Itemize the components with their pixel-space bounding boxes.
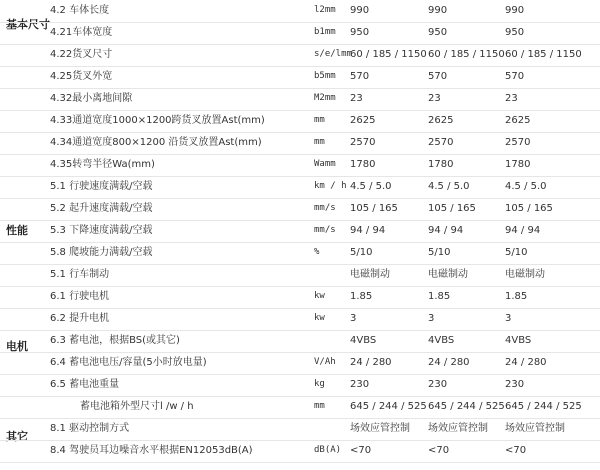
spec-unit: V/Ah bbox=[314, 357, 336, 367]
spec-unit: dB(A) bbox=[314, 445, 342, 455]
table-row bbox=[0, 242, 600, 265]
table-row bbox=[0, 176, 600, 199]
spec-name: 蓄电池箱外型尺寸l /w / h bbox=[80, 401, 194, 412]
spec-value-1: 1.85 bbox=[350, 291, 373, 302]
spec-value-3: 5/10 bbox=[505, 247, 528, 258]
spec-name: 6.4 蓄电池电压/容量(5小时放电量) bbox=[50, 357, 207, 368]
table-row bbox=[0, 330, 600, 353]
spec-value-1: 场效应管控制 bbox=[350, 423, 410, 434]
spec-value-1: 2570 bbox=[350, 137, 376, 148]
spec-name: 5.8 爬坡能力满载/空载 bbox=[50, 247, 153, 258]
category-label: 基本尺寸 bbox=[6, 18, 50, 31]
spec-value-1: 2625 bbox=[350, 115, 376, 126]
table-row bbox=[0, 418, 600, 441]
spec-unit: mm/s bbox=[314, 203, 336, 213]
spec-unit: % bbox=[314, 247, 320, 257]
table-row bbox=[0, 22, 600, 45]
spec-value-3: 105 / 165 bbox=[505, 203, 553, 214]
table-row bbox=[0, 440, 600, 463]
spec-value-2: 570 bbox=[428, 71, 448, 82]
spec-value-1: 645 / 244 / 525 bbox=[350, 401, 427, 412]
spec-value-2: 230 bbox=[428, 379, 448, 390]
spec-value-2: 990 bbox=[428, 5, 448, 16]
spec-name: 4.33通道宽度1000×1200跨货叉放置Ast(mm) bbox=[50, 115, 265, 126]
spec-value-3: 2570 bbox=[505, 137, 531, 148]
spec-name: 4.21车体宽度 bbox=[50, 27, 113, 38]
spec-value-3: 4.5 / 5.0 bbox=[505, 181, 547, 192]
spec-unit: Wamm bbox=[314, 159, 336, 169]
spec-value-3: 24 / 280 bbox=[505, 357, 547, 368]
spec-unit: b1mm bbox=[314, 27, 336, 37]
spec-value-2: 4.5 / 5.0 bbox=[428, 181, 470, 192]
spec-name: 4.34通道宽度800×1200 沿货叉放置Ast(mm) bbox=[50, 137, 262, 148]
spec-value-2: 645 / 244 / 525 bbox=[428, 401, 505, 412]
spec-value-2: <70 bbox=[428, 445, 450, 456]
spec-name: 5.2 起升速度满载/空载 bbox=[50, 203, 153, 214]
spec-value-3: 570 bbox=[505, 71, 525, 82]
spec-name: 5.3 下降速度满载/空载 bbox=[50, 225, 153, 236]
table-row bbox=[0, 374, 600, 397]
spec-value-1: 5/10 bbox=[350, 247, 373, 258]
spec-value-2: 94 / 94 bbox=[428, 225, 464, 236]
spec-value-1: 950 bbox=[350, 27, 370, 38]
spec-unit: kg bbox=[314, 379, 325, 389]
spec-value-3: 2625 bbox=[505, 115, 531, 126]
table-row bbox=[0, 308, 600, 331]
spec-value-2: 5/10 bbox=[428, 247, 451, 258]
spec-value-1: 电磁制动 bbox=[350, 269, 390, 280]
table-row bbox=[0, 88, 600, 111]
spec-value-1: 60 / 185 / 1150 bbox=[350, 49, 427, 60]
spec-unit: b5mm bbox=[314, 71, 336, 81]
spec-unit: l2mm bbox=[314, 5, 336, 15]
spec-value-2: 1780 bbox=[428, 159, 454, 170]
spec-unit: mm bbox=[314, 137, 325, 147]
spec-value-2: 2625 bbox=[428, 115, 454, 126]
spec-value-3: 3 bbox=[505, 313, 512, 324]
spec-name: 4.22货叉尺寸 bbox=[50, 49, 113, 60]
spec-value-3: 场效应管控制 bbox=[505, 423, 565, 434]
spec-value-1: 3 bbox=[350, 313, 357, 324]
table-row bbox=[0, 352, 600, 375]
table-row bbox=[0, 198, 600, 221]
table-row bbox=[0, 286, 600, 309]
table-row bbox=[0, 132, 600, 155]
table-row bbox=[0, 110, 600, 133]
spec-unit: mm/s bbox=[314, 225, 336, 235]
spec-value-1: 94 / 94 bbox=[350, 225, 386, 236]
spec-name: 4.2 车体长度 bbox=[50, 5, 110, 16]
category-label: 电机 bbox=[6, 340, 28, 353]
spec-unit: kw bbox=[314, 313, 325, 323]
spec-value-2: 3 bbox=[428, 313, 435, 324]
spec-unit: mm bbox=[314, 115, 325, 125]
spec-value-3: 23 bbox=[505, 93, 518, 104]
spec-value-1: 23 bbox=[350, 93, 363, 104]
spec-value-3: 950 bbox=[505, 27, 525, 38]
spec-name: 6.1 行驶电机 bbox=[50, 291, 110, 302]
spec-value-3: 电磁制动 bbox=[505, 269, 545, 280]
spec-value-2: 4VBS bbox=[428, 335, 455, 346]
spec-name: 4.32最小离地间隙 bbox=[50, 93, 133, 104]
spec-value-1: 105 / 165 bbox=[350, 203, 398, 214]
spec-value-2: 1.85 bbox=[428, 291, 451, 302]
spec-name: 6.2 提升电机 bbox=[50, 313, 110, 324]
category-label: 性能 bbox=[6, 224, 28, 237]
spec-unit: M2mm bbox=[314, 93, 336, 103]
spec-value-1: 1780 bbox=[350, 159, 376, 170]
spec-name: 6.3 蓄电池，根据BS(或其它) bbox=[50, 335, 180, 346]
table-row bbox=[0, 264, 600, 287]
spec-value-3: 645 / 244 / 525 bbox=[505, 401, 582, 412]
table-row bbox=[0, 66, 600, 89]
spec-name: 5.1 行车制动 bbox=[50, 269, 110, 280]
spec-name: 4.25货叉外宽 bbox=[50, 71, 113, 82]
spec-value-1: 4.5 / 5.0 bbox=[350, 181, 392, 192]
spec-value-3: 230 bbox=[505, 379, 525, 390]
spec-value-3: 1.85 bbox=[505, 291, 528, 302]
spec-value-3: <70 bbox=[505, 445, 527, 456]
spec-value-2: 105 / 165 bbox=[428, 203, 476, 214]
spec-value-3: 990 bbox=[505, 5, 525, 16]
spec-value-1: 230 bbox=[350, 379, 370, 390]
spec-value-2: 950 bbox=[428, 27, 448, 38]
spec-value-2: 电磁制动 bbox=[428, 269, 468, 280]
spec-value-2: 场效应管控制 bbox=[428, 423, 488, 434]
table-row bbox=[0, 220, 600, 243]
spec-value-2: 2570 bbox=[428, 137, 454, 148]
spec-value-1: 4VBS bbox=[350, 335, 377, 346]
category-label: 其它 bbox=[6, 430, 28, 443]
spec-value-3: 4VBS bbox=[505, 335, 532, 346]
spec-unit: s/e/lmm bbox=[314, 49, 352, 59]
spec-name: 8.1 驱动控制方式 bbox=[50, 423, 130, 434]
spec-name: 5.1 行驶速度满载/空载 bbox=[50, 181, 153, 192]
spec-name: 6.5 蓄电池重量 bbox=[50, 379, 120, 390]
table-row bbox=[0, 0, 600, 23]
spec-unit: km / h bbox=[314, 181, 347, 191]
table-row bbox=[0, 396, 600, 419]
spec-name: 8.4 驾驶员耳边噪音水平根据EN12053dB(A) bbox=[50, 445, 253, 456]
spec-unit: kw bbox=[314, 291, 325, 301]
spec-value-2: 24 / 280 bbox=[428, 357, 470, 368]
spec-value-1: <70 bbox=[350, 445, 372, 456]
spec-value-3: 1780 bbox=[505, 159, 531, 170]
spec-value-3: 60 / 185 / 1150 bbox=[505, 49, 582, 60]
spec-value-3: 94 / 94 bbox=[505, 225, 541, 236]
spec-value-2: 23 bbox=[428, 93, 441, 104]
spec-value-1: 990 bbox=[350, 5, 370, 16]
spec-value-1: 24 / 280 bbox=[350, 357, 392, 368]
spec-value-1: 570 bbox=[350, 71, 370, 82]
table-row bbox=[0, 154, 600, 177]
spec-value-2: 60 / 185 / 1150 bbox=[428, 49, 505, 60]
spec-unit: mm bbox=[314, 401, 325, 411]
table-row bbox=[0, 44, 600, 67]
spec-name: 4.35转弯半径Wa(mm) bbox=[50, 159, 155, 170]
